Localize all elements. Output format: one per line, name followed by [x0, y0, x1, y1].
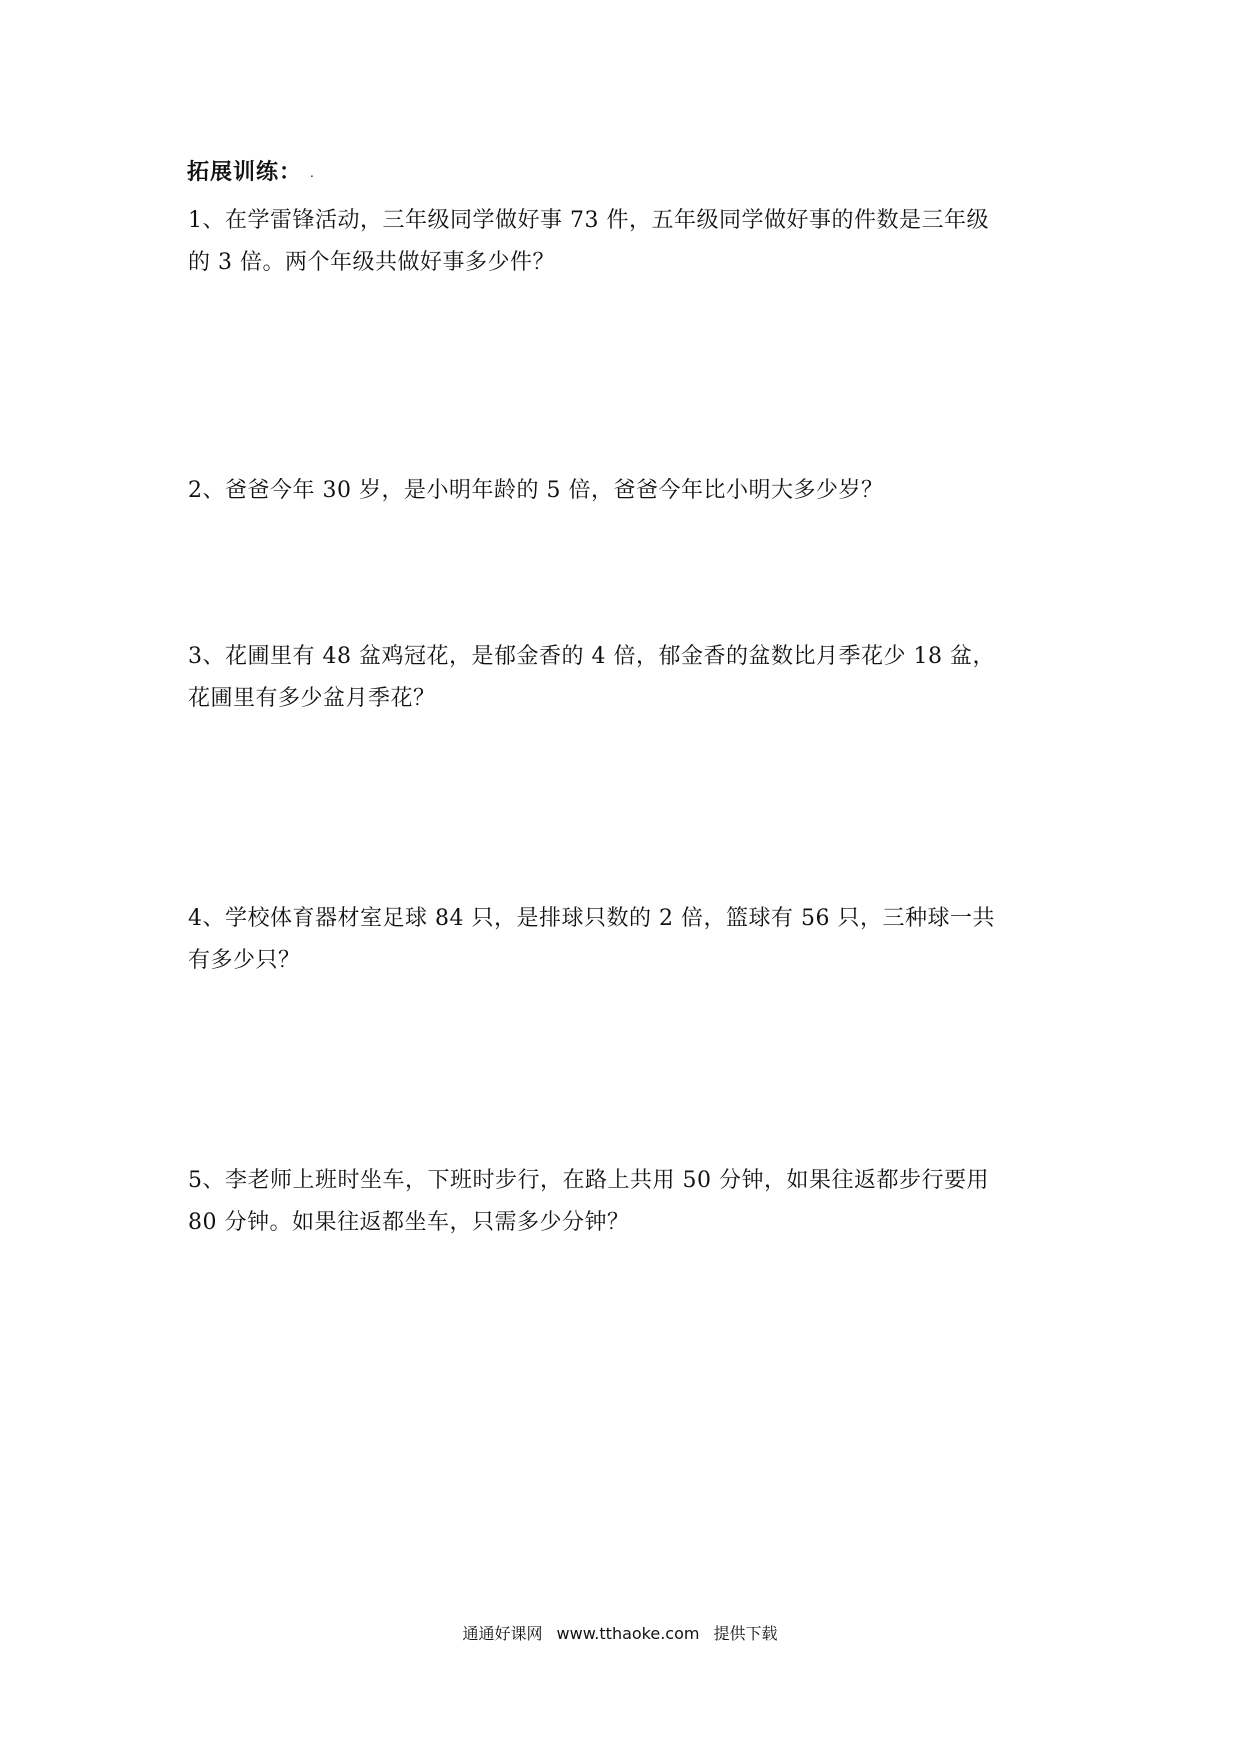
problem-3: [188, 636, 1058, 720]
problem-5: [188, 1160, 1058, 1244]
problem-5-line-2: 80 分钟。如果往返都坐车，只需多少分钟？: [188, 1210, 630, 1235]
section-heading-title: 拓展训练：: [187, 160, 303, 185]
problem-4-line-2: 有多少只？: [188, 948, 301, 973]
problem-1-line-2: 的 3 倍。两个年级共做好事多少件？: [188, 250, 555, 275]
section-heading-mark: .: [310, 166, 315, 180]
footer-site-name: 通通好课网: [462, 1624, 543, 1643]
problem-3-line-2: 花圃里有多少盆月季花？: [188, 686, 436, 711]
problem-2: [188, 470, 1058, 512]
problem-4-line-1: 4、学校体育器材室足球 84 只，是排球只数的 2 倍，篮球有 56 只，三种球一共: [188, 906, 995, 931]
problem-1: [188, 200, 1058, 284]
problem-5-line-1: 5、李老师上班时坐车，下班时步行，在路上共用 50 分钟，如果往返都步行要用: [188, 1168, 989, 1193]
problem-3-line-1: 3、花圃里有 48 盆鸡冠花，是郁金香的 4 倍，郁金香的盆数比月季花少 18 盆，: [188, 644, 995, 669]
problem-2-line-1: 2、爸爸今年 30 岁，是小明年龄的 5 倍，爸爸今年比小明大多少岁？: [188, 478, 884, 503]
footer-suffix: 提供下载: [713, 1624, 778, 1643]
page-footer: [0, 1622, 1240, 1646]
section-heading: [187, 158, 315, 188]
problem-4: [188, 898, 1058, 982]
problem-1-line-1: 1、在学雷锋活动，三年级同学做好事 73 件，五年级同学做好事的件数是三年级: [188, 208, 989, 233]
footer-url: www.tthaoke.com: [556, 1624, 700, 1643]
